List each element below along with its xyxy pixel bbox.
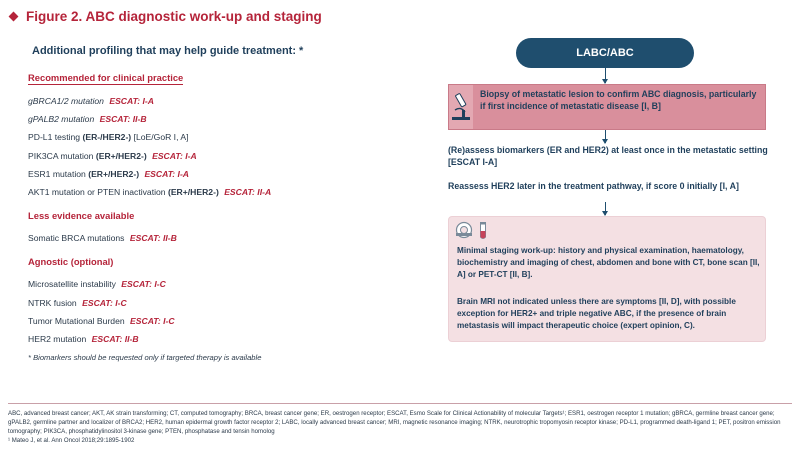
biomarker-name: ESR1 mutation [28,168,86,179]
reference-text: ¹ Mateo J, et al. Ann Oncol 2018;29:1895-1902 [8,437,135,444]
biopsy-text: Biopsy of metastatic lesion to confirm ABC diagnosis, particularly if first incidence of metastatic disease [I, B] [480,89,757,111]
escat-level: ESCAT: II-B [91,333,139,344]
escat-level: ESCAT: II-B [129,233,177,244]
list-item [28,186,398,204]
footer-divider [8,403,792,404]
list-item [28,278,398,296]
escat-level: ESCAT: I-A [109,96,154,106]
labc-abc-node [516,38,694,68]
biomarker-name: AKT1 mutation or PTEN inactivation [28,186,166,197]
flow-arrow [605,130,606,143]
abbreviations-text: ABC, advanced breast cancer; AKT, AK strain transforming; CT, computed tomography; BRCA, breast cancer gene; ER, oestrogen receptor; ESCAT, Esmo Scale for Clinical Actionability of molecular Targets¹; ESR1, oestrogen receptor 1 mutation; gBRCA, germline breast cancer gene; gPALB2, germline partner and localizer of BRCA2; HER2, human epidermal growth factor receptor 2; LABC, locally advanced breast cancer; MRI, magnetic resonance imaging; NTRK, neurotrophic tropomyosin receptor kinase; PD-L1, programmed death-ligand 1; PET, positron emission tomography; PIK3CA, phosphatidylinositol 3-kinase gene; PTEN, phosphatase and tensin homolog [8,410,781,435]
biomarker-name: gBRCA1/2 mutation [28,96,104,106]
staging-workup-text: Minimal staging work-up: history and physical examination, haematology, biochemistry and imaging of chest, abdomen and bone with CT, bone scan [II, A] or PET-CT [II, B]. [457,246,760,279]
figure-title [10,9,322,24]
reassess-biomarkers-text: (Re)assess biomarkers (ER and HER2) at least once in the metastatic setting [ESCAT I-A] [448,145,768,167]
profiling-subtitle: Additional profiling that may help guide treatment: * [32,45,304,57]
escat-level: ESCAT: I-C [121,279,166,290]
biomarker-qualifier: (ER+/HER2-) [95,150,147,161]
escat-level: ESCAT: I-C [130,315,175,326]
flow-arrow [605,68,606,83]
microscope-icon [449,85,473,129]
biomarker-name: Tumor Mutational Burden [28,315,125,326]
biomarker-name: Somatic BRCA mutations [28,233,125,244]
staging-box [448,216,766,342]
biomarker-qualifier: (ER+/HER2-) [167,186,219,197]
diamond-bullet-icon [9,12,19,22]
biomarker-name: gPALB2 mutation [28,114,95,125]
list-item [28,297,398,315]
escat-level: ESCAT: I-A [152,150,197,161]
list-item [28,131,398,149]
list-item [28,113,398,131]
ct-scanner-icon [455,221,473,246]
escat-level: ESCAT: I-C [82,297,127,308]
biomarker-name: PIK3CA mutation [28,150,94,161]
escat-level: ESCAT: II-B [99,114,147,125]
recommended-heading: Recommended for clinical practice [28,72,184,83]
evidence-level: [LoE/GoR I, A] [133,132,189,143]
biomarker-footnote: * Biomarkers should be requested only if targeted therapy is available [28,353,262,363]
biomarker-name: HER2 mutation [28,333,87,344]
biomarker-qualifier: (ER-/HER2-) [82,132,132,143]
biomarker-name: PD-L1 testing [28,132,81,143]
labc-abc-label: LABC/ABC [576,47,634,59]
test-tube-icon [477,221,489,246]
biopsy-box [448,84,766,130]
reassess-her2-text: Reassess HER2 later in the treatment pathway, if score 0 initially [I, A] [448,181,739,191]
list-item [28,95,398,113]
list-item [28,150,398,168]
biomarker-name: NTRK fusion [28,297,77,308]
flow-arrow [605,202,606,215]
brain-mri-text: Brain MRI not indicated unless there are symptoms [II, D], with possible exception for HER2+ and triple negative ABC, if the presence of brain metastasis will impact therapeutic choice (expert opinion, C). [457,297,736,330]
figure-title-text: Figure 2. ABC diagnostic work-up and staging [26,9,322,24]
biomarker-qualifier: (ER+/HER2-) [88,168,140,179]
list-item [28,315,398,333]
less-evidence-heading: Less evidence available [28,210,135,222]
biomarker-list [28,72,398,362]
list-item [28,232,398,250]
biomarker-name: Microsatellite instability [28,279,116,290]
list-item [28,333,398,351]
escat-level: ESCAT: II-A [224,186,272,197]
escat-level: ESCAT: I-A [144,168,190,179]
agnostic-heading: Agnostic (optional) [28,256,114,268]
list-item [28,168,398,186]
